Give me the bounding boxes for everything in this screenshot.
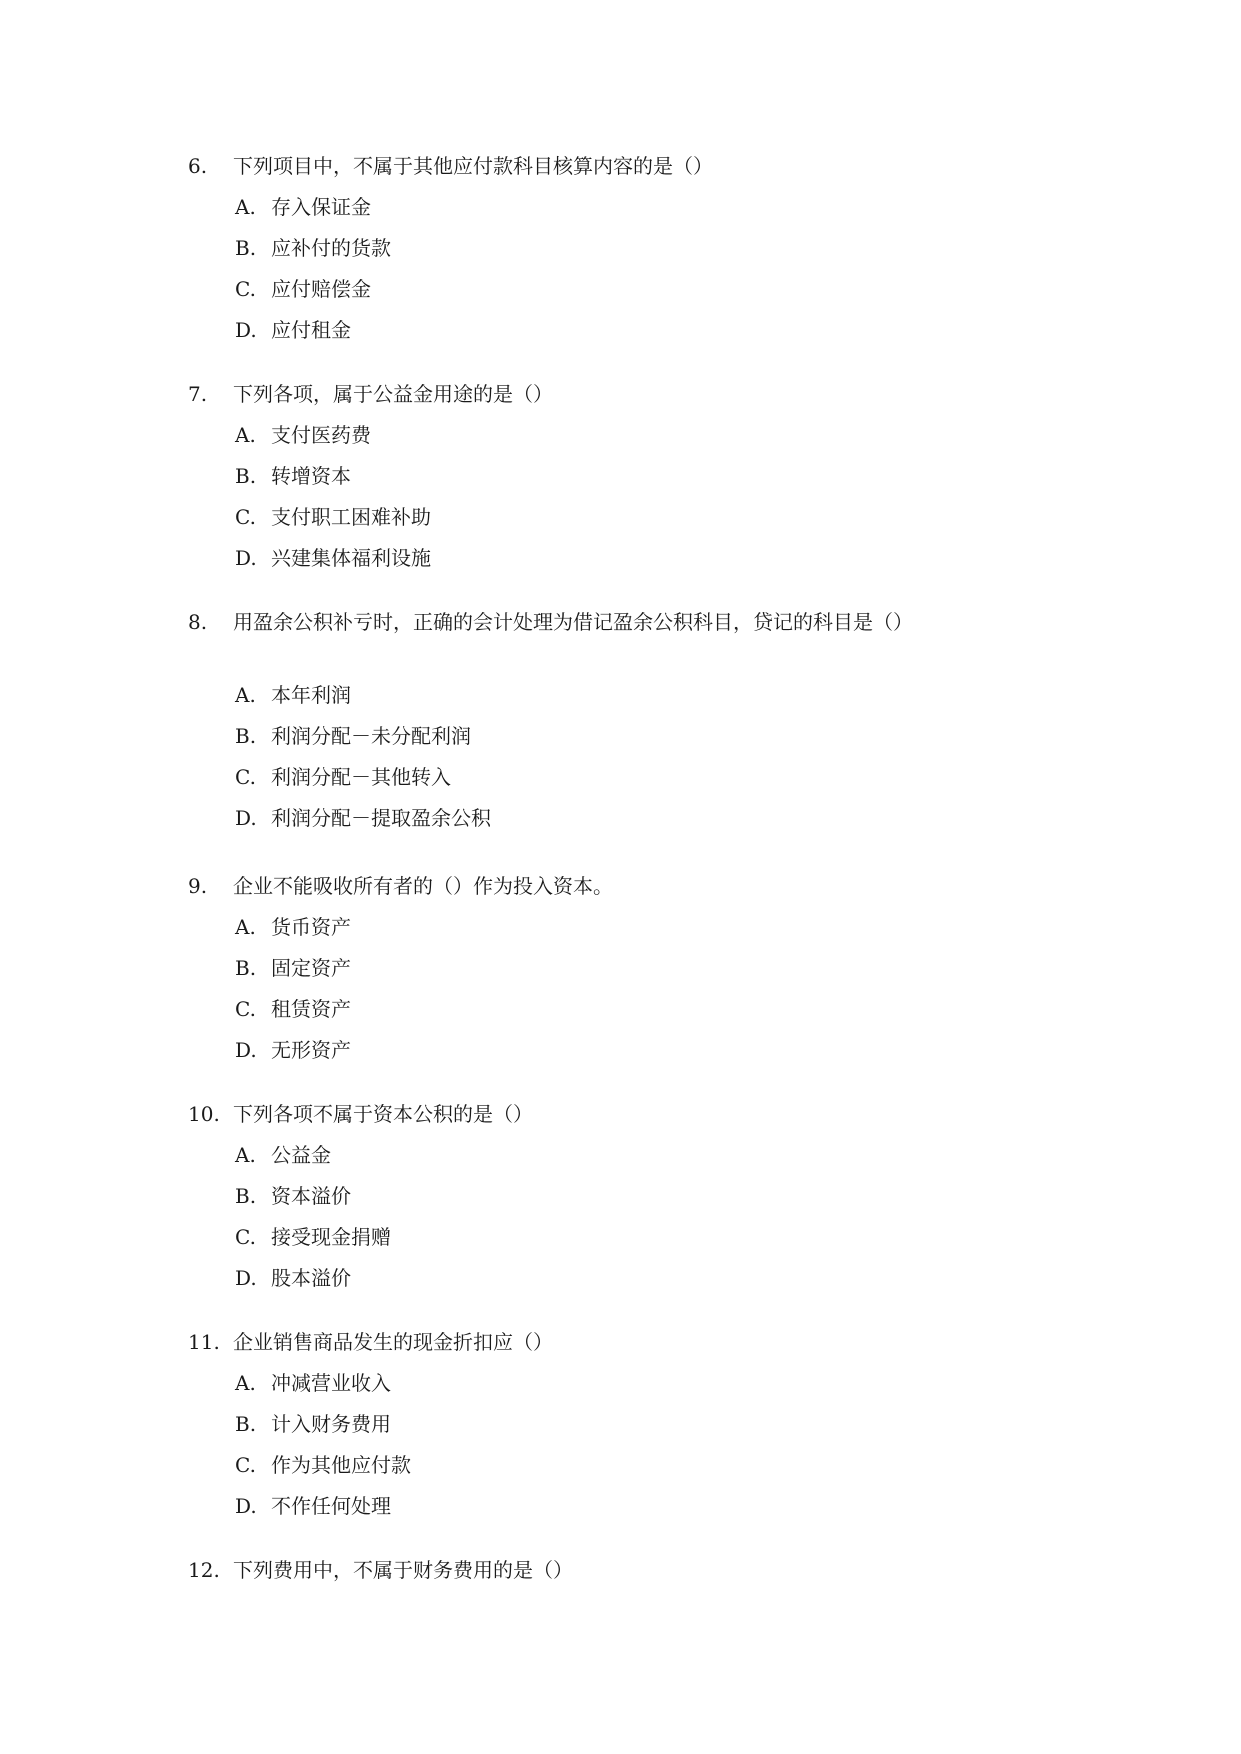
option-letter: C. <box>235 505 256 529</box>
option-text: 计入财务费用 <box>271 1412 391 1436</box>
option-d <box>188 1030 1188 1071</box>
question-10 <box>188 1094 1188 1299</box>
option-d <box>188 310 1188 351</box>
option-letter: B. <box>235 1412 257 1436</box>
option-letter: D. <box>235 806 257 830</box>
question-11 <box>188 1322 1188 1527</box>
option-b <box>188 1176 1188 1217</box>
option-d <box>188 1486 1188 1527</box>
option-a <box>188 907 1188 948</box>
option-text: 本年利润 <box>271 683 351 707</box>
option-letter: A. <box>235 683 256 707</box>
option-b <box>188 1404 1188 1445</box>
option-text: 接受现金捐赠 <box>271 1225 391 1249</box>
option-letter: C. <box>235 997 256 1021</box>
question-number: 9. <box>188 874 208 898</box>
option-d <box>188 538 1188 579</box>
option-text: 存入保证金 <box>271 195 371 219</box>
spacer <box>188 643 1188 675</box>
option-c <box>188 269 1188 310</box>
option-letter: A. <box>235 1371 256 1395</box>
question-text: 下列各项不属于资本公积的是（） <box>233 1102 533 1126</box>
option-text: 冲减营业收入 <box>271 1371 391 1395</box>
question-stem <box>188 602 1188 643</box>
option-a <box>188 415 1188 456</box>
option-text: 应付赔偿金 <box>271 277 371 301</box>
question-6 <box>188 146 1188 351</box>
question-stem <box>188 1322 1188 1363</box>
option-c <box>188 1217 1188 1258</box>
option-a <box>188 187 1188 228</box>
option-letter: C. <box>235 765 256 789</box>
option-letter: B. <box>235 1184 257 1208</box>
option-c <box>188 757 1188 798</box>
option-letter: B. <box>235 956 257 980</box>
question-stem <box>188 866 1188 907</box>
question-number: 12. <box>188 1558 220 1582</box>
option-text: 租赁资产 <box>271 997 351 1021</box>
option-text: 货币资产 <box>271 915 351 939</box>
question-text: 用盈余公积补亏时，正确的会计处理为借记盈余公积科目，贷记的科目是（） <box>233 610 913 634</box>
option-letter: A. <box>235 1143 256 1167</box>
option-d <box>188 798 1188 839</box>
option-b <box>188 456 1188 497</box>
option-text: 利润分配－提取盈余公积 <box>271 806 491 830</box>
option-letter: A. <box>235 915 256 939</box>
question-number: 11. <box>188 1330 220 1354</box>
option-c <box>188 989 1188 1030</box>
question-number: 8. <box>188 610 208 634</box>
question-number: 7. <box>188 382 208 406</box>
option-letter: B. <box>235 724 257 748</box>
option-letter: C. <box>235 1453 256 1477</box>
option-c <box>188 497 1188 538</box>
question-text: 企业不能吸收所有者的（）作为投入资本。 <box>233 874 613 898</box>
option-letter: A. <box>235 423 256 447</box>
option-text: 兴建集体福利设施 <box>271 546 431 570</box>
question-9 <box>188 866 1188 1071</box>
question-12 <box>188 1550 1188 1591</box>
option-a <box>188 675 1188 716</box>
option-text: 资本溢价 <box>271 1184 351 1208</box>
option-letter: D. <box>235 1266 257 1290</box>
option-letter: B. <box>235 236 257 260</box>
question-text: 下列各项，属于公益金用途的是（） <box>233 382 553 406</box>
option-text: 支付职工困难补助 <box>271 505 431 529</box>
option-letter: D. <box>235 318 257 342</box>
question-text: 企业销售商品发生的现金折扣应（） <box>233 1330 553 1354</box>
option-letter: D. <box>235 1494 257 1518</box>
option-letter: D. <box>235 546 257 570</box>
option-text: 固定资产 <box>271 956 351 980</box>
question-stem <box>188 1550 1188 1591</box>
option-letter: D. <box>235 1038 257 1062</box>
option-letter: C. <box>235 277 256 301</box>
question-stem <box>188 1094 1188 1135</box>
question-stem <box>188 146 1188 187</box>
option-text: 公益金 <box>271 1143 331 1167</box>
question-text: 下列项目中，不属于其他应付款科目核算内容的是（） <box>233 154 713 178</box>
question-7 <box>188 374 1188 579</box>
option-c <box>188 1445 1188 1486</box>
option-b <box>188 228 1188 269</box>
option-text: 应补付的货款 <box>271 236 391 260</box>
option-text: 利润分配－未分配利润 <box>271 724 471 748</box>
question-number: 6. <box>188 154 208 178</box>
option-text: 股本溢价 <box>271 1266 351 1290</box>
question-8 <box>188 602 1188 839</box>
option-text: 不作任何处理 <box>271 1494 391 1518</box>
option-letter: A. <box>235 195 256 219</box>
option-b <box>188 716 1188 757</box>
question-text: 下列费用中，不属于财务费用的是（） <box>233 1558 573 1582</box>
option-b <box>188 948 1188 989</box>
option-text: 转增资本 <box>271 464 351 488</box>
option-a <box>188 1363 1188 1404</box>
option-text: 无形资产 <box>271 1038 351 1062</box>
question-number: 10. <box>188 1102 220 1126</box>
option-letter: B. <box>235 464 257 488</box>
option-text: 利润分配－其他转入 <box>271 765 451 789</box>
question-stem <box>188 374 1188 415</box>
option-a <box>188 1135 1188 1176</box>
option-text: 支付医药费 <box>271 423 371 447</box>
option-text: 应付租金 <box>271 318 351 342</box>
option-text: 作为其他应付款 <box>271 1453 411 1477</box>
option-d <box>188 1258 1188 1299</box>
option-letter: C. <box>235 1225 256 1249</box>
